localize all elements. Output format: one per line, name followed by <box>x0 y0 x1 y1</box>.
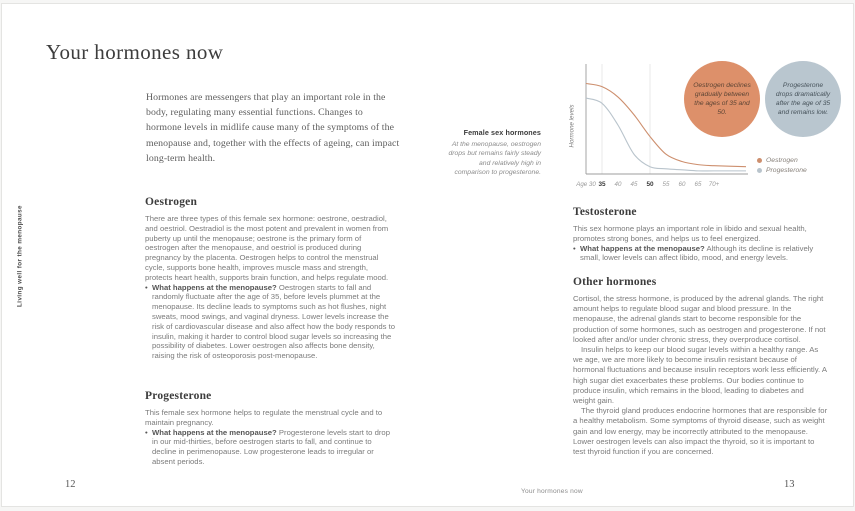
x-axis-tick: 50 <box>646 181 654 188</box>
progesterone-body: This female sex hormone helps to regulate the menstrual cycle and to maintain pregnancy. <box>145 408 383 427</box>
oestrogen-body: There are three types of this female sex hormone: oestrone, oestradiol, and oestriol. Oestradiol is the most potent and prevalent in women from puberty up until the menopause; oestrone is the primary form of oestrogen after the menopause, and oestriol is produced during pregnancy by the placenta. Oestrogen helps to control the menstrual cycle, supports bone health, improves muscle mass and strength, protects heart health, supports brain function, and helps regulate mood. <box>145 214 389 282</box>
oestrogen-bullet <box>145 283 397 361</box>
legend-item <box>757 157 807 164</box>
intro-paragraph: Hormones are messengers that play an important role in the body, regulating many essential functions. Changes to hormone levels in midlife cause many of the symptoms of the menopause and, together with the effects of ageing, can impact long-term health. <box>146 92 400 164</box>
section-heading-oestrogen: Oestrogen <box>145 196 198 208</box>
section-heading-progesterone: Progesterone <box>145 390 212 402</box>
legend-label: Oestrogen <box>766 157 798 164</box>
running-footer: Your hormones now <box>521 488 583 495</box>
section-heading-other-hormones: Other hormones <box>573 276 657 288</box>
x-axis-ticks <box>576 181 750 191</box>
page-right <box>429 4 855 507</box>
x-axis-tick: 45 <box>630 181 638 188</box>
section-progesterone <box>145 390 397 467</box>
page-left <box>2 4 429 507</box>
section-other-hormones <box>573 276 828 457</box>
annotation-circle <box>684 61 760 137</box>
x-axis-tick: 65 <box>694 181 702 188</box>
x-axis-tick: 70+ <box>708 181 720 188</box>
book-spread <box>1 3 854 507</box>
testosterone-bullet <box>573 244 828 264</box>
bullet-answer: Although its decline is relatively small, lower levels can affect libido, mood, and energy levels. <box>580 243 814 263</box>
x-axis-tick: Age 30 <box>576 181 596 188</box>
chart-caption <box>443 128 541 178</box>
page-number-right: 13 <box>784 479 795 490</box>
annotation-text: Progesterone drops dramatically after the age of 35 and remains low. <box>775 81 831 117</box>
testosterone-body: This sex hormone plays an important role in libido and sexual health, promotes strong bones, and helps us to feel energized. <box>573 224 807 243</box>
chart-title: Female sex hormones <box>463 128 541 137</box>
page-number-left: 12 <box>65 479 76 490</box>
annotation-circle <box>765 61 841 137</box>
bullet-question: What happens at the menopause? <box>152 282 277 292</box>
x-axis-tick: 60 <box>678 181 686 188</box>
x-axis-tick: 55 <box>662 181 670 188</box>
other-hormones-paragraph: Insulin helps to keep our blood sugar levels within a healthy range. As we age, we are more likely to become insulin resistant because of hormonal fluctuations and because insulin receptors work less efficiently. A high sugar diet exacerbates these problems. Our bodies continue to produce insulin, which remains in the blood, leading to diabetes and weight gain. <box>573 345 827 406</box>
page-title: Your hormones now <box>46 40 224 64</box>
legend-item <box>757 167 807 174</box>
chart-caption-text: At the menopause, oestrogen drops but remains fairly steady and relatively high in comparison to progesterone. <box>448 141 541 177</box>
other-hormones-paragraph: The thyroid gland produces endocrine hormones that are responsible for a healthy metabolism. Some symptoms of thyroid disease, such as weight gain and low energy, may be incorrectly attributed to the menopause. Lower oestrogen levels can also impact the thyroid, so it is important to test thyroid function if you are concerned. <box>573 406 828 457</box>
legend-dot <box>757 168 762 173</box>
bullet-question: What happens at the menopause? <box>580 243 705 253</box>
section-heading-testosterone: Testosterone <box>573 206 637 218</box>
bullet-question: What happens at the menopause? <box>152 427 277 437</box>
y-axis-label: Hormone levels <box>568 104 576 148</box>
annotation-text: Oestrogen declines gradually between the ages of 35 and 50. <box>693 81 751 117</box>
section-testosterone <box>573 206 828 263</box>
chart-legend <box>757 157 807 177</box>
legend-dot <box>757 158 762 163</box>
progesterone-bullet <box>145 428 397 467</box>
section-oestrogen <box>145 196 397 361</box>
x-axis-tick: 40 <box>614 181 622 188</box>
x-axis-tick: 35 <box>598 181 606 188</box>
other-hormones-paragraph: Cortisol, the stress hormone, is produced by the adrenal glands. The right amount helps to regulate blood sugar and blood pressure. In the menopause, the adrenal glands start to become responsible for the production of some hormones, such as oestrogen and progesterone. If not looked after and/or under chronic stress, they overproduce cortisol. <box>573 294 826 344</box>
bullet-answer: Oestrogen starts to fall and randomly fluctuate after the age of 35, before levels plummet at the menopause. Its decline leads to symptoms such as hot flushes, night sweats, mood swings, and vaginal dryness. Lower levels increase the risk of cardiovascular disease and also affect how the body responds to insulin, making it harder to control blood sugar levels so increasing the possibility of diabetes. Lower oestrogen also affects bone density, raising the risk of osteoporosis post-menopause. <box>152 282 396 361</box>
spine-label: Living well for the menopause <box>16 205 24 307</box>
legend-label: Progesterone <box>766 167 807 174</box>
bullet-answer: Progesterone levels start to drop in our mid-thirties, before oestrogen starts to fall, and continue to decline in perimenopause. Low progesterone leads to irregular or absent periods. <box>152 427 390 466</box>
